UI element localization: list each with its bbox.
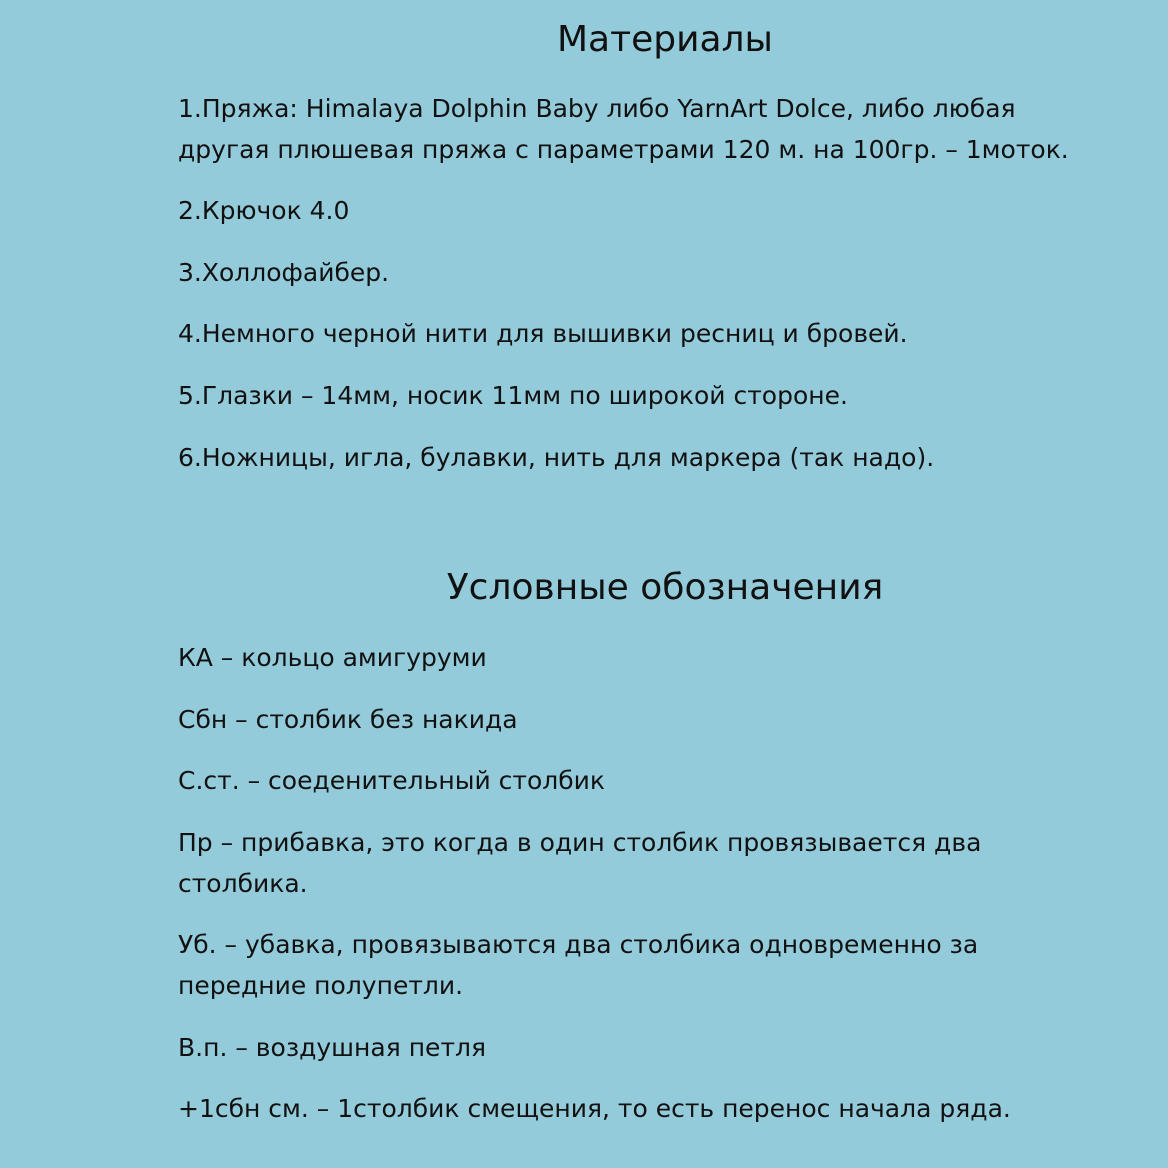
legend-item-sst: С.ст. – соеденительный столбик	[178, 766, 606, 795]
materials-heading: Материалы	[557, 19, 773, 60]
legend-item-ub	[178, 924, 1138, 1006]
legend-item-ka: КА – кольцо амигуруми	[178, 643, 487, 672]
legend-item-ub-line-1: Уб. – убавка, провязываются два столбика одновременно за	[178, 930, 979, 959]
legend-item-pr	[178, 822, 1138, 904]
legend-item-vp: В.п. – воздушная петля	[178, 1033, 487, 1062]
materials-item-3: 3.Холлофайбер.	[178, 258, 390, 287]
legend-item-pr-line-2: столбика.	[178, 869, 308, 898]
materials-item-2: 2.Крючок 4.0	[178, 196, 350, 225]
materials-item-1-line-2: другая плюшевая пряжа с параметрами 120 м. на 100гр. – 1моток.	[178, 135, 1069, 164]
materials-item-5: 5.Глазки – 14мм, носик 11мм по широкой стороне.	[178, 381, 848, 410]
legend-item-ub-line-2: передние полупетли.	[178, 971, 464, 1000]
legend-item-sbn: Сбн – столбик без накида	[178, 705, 518, 734]
legend-heading: Условные обозначения	[446, 567, 884, 608]
legend-item-pr-line-1: Пр – прибавка, это когда в один столбик провязывается два	[178, 828, 982, 857]
materials-item-1-line-1: 1.Пряжа: Himalaya Dolphin Baby либо YarnArt Dolce, либо любая	[178, 94, 1016, 123]
legend-item-smeshenie: +1сбн см. – 1столбик смещения, то есть перенос начала ряда.	[178, 1094, 1011, 1123]
materials-item-6: 6.Ножницы, игла, булавки, нить для маркера (так надо).	[178, 443, 935, 472]
materials-item-1	[178, 88, 1138, 170]
materials-item-4: 4.Немного черной нити для вышивки ресниц и бровей.	[178, 319, 908, 348]
